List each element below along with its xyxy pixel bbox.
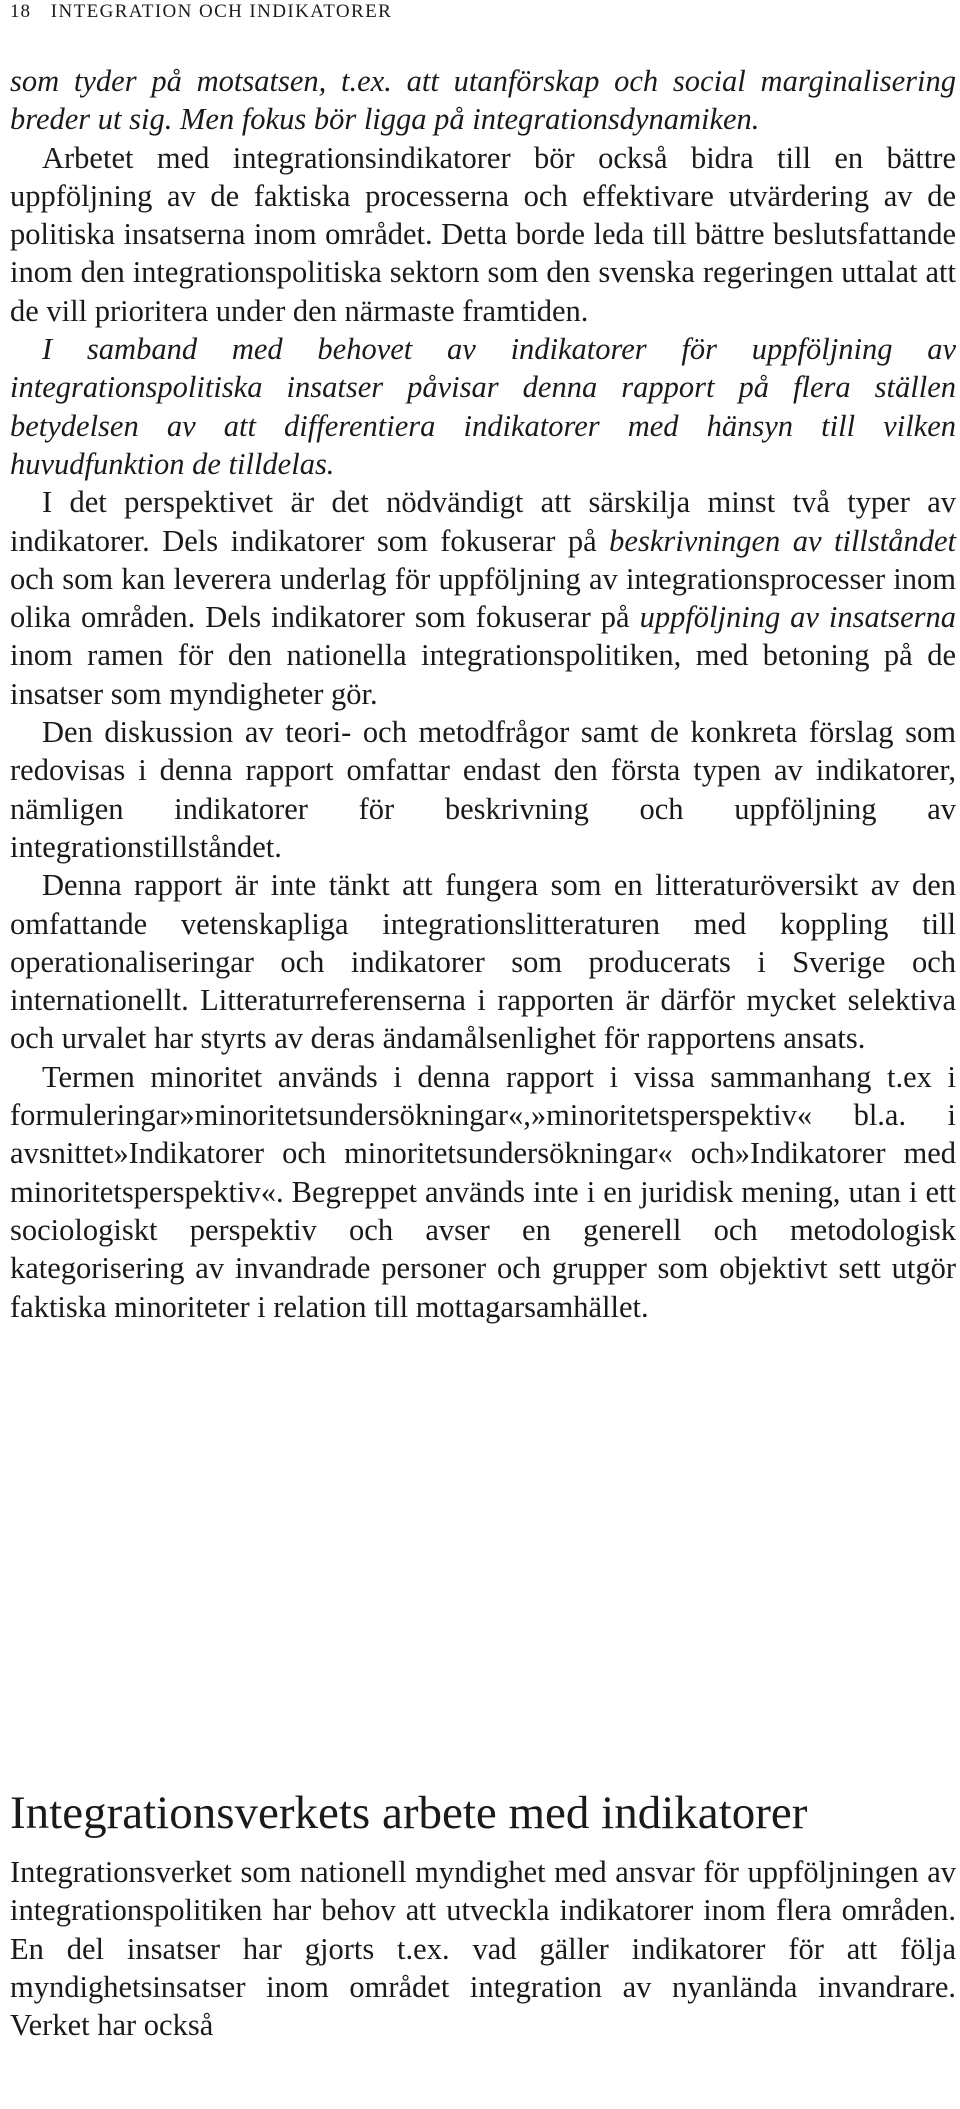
paragraph-5: Den diskussion av teori- och metodfrågor samt de konkreta förslag som redovisas i denna rapport omfattar endast den första typen av indikatorer, nämligen indikatorer för beskrivning och uppföljning av integrationstillståndet. [10, 715, 956, 864]
paragraph-1 [10, 62, 956, 139]
running-header [10, 0, 392, 24]
paragraph-4-emphasis-2: uppföljning av insatserna [639, 600, 957, 635]
paragraph-3 [10, 330, 956, 483]
paragraph-4 [10, 483, 956, 713]
page-number: 18 [10, 1, 31, 22]
paragraph-2: Arbetet med integrationsindikatorer bör också bidra till en bättre uppföljning av de faktiska processerna och effektivare utvärdering av de politiska insatserna inom området. Detta borde leda till bättre beslutsfattande inom den integrationspolitiska sektorn som den svenska regeringen uttalat att de vill prioritera under den närmaste framtiden. [10, 140, 956, 328]
paragraph-4-part-2: och som kan leverera underlag för uppföljning av integrationsprocesser inom olika områden. Dels indikatorer som fokuserar på [10, 561, 956, 635]
paragraph-7: Termen minoritet används i denna rapport i vissa sammanhang t.ex i formuleringar»minoritetsundersökningar«,»minoritetsperspektiv« bl.a. i avsnittet»Indikatorer och minoritetsundersökningar« och»Indikatorer med minoritetsperspektiv«. Begreppet används inte i en juridisk mening, utan i ett sociologiskt perspektiv och avser en generell och metodologisk kategorisering av invandrade personer och grupper som objektivt sett utgör faktiska minoriteter i relation till mottagarsamhället. [10, 1059, 956, 1324]
section-heading: Integrationsverkets arbete med indikatorer [10, 1787, 808, 1839]
body-text [10, 62, 956, 1326]
paragraph-3-text: I samband med behovet av indikatorer för uppföljning av integrationspolitiska insatser påvisar denna rapport på flera ställen betydelsen av att differentiera indikatorer med hänsyn till vilken huvudfunktion de tilldelas. [10, 332, 956, 481]
paragraph-4-part-1: I det perspektivet är det nödvändigt att särskilja minst två typer av indikatorer. Dels indikatorer som fokuserar på [10, 485, 956, 558]
section-paragraph-1: Integrationsverket som nationell myndighet med ansvar för uppföljningen av integrationspolitiken har behov att utveckla indikatorer inom flera områden. En del insatser har gjorts t.ex. vad gäller indikatorer för att följa myndighetsinsatser inom området integration av nyanlända invandrare. Verket har också [10, 1855, 956, 2043]
section-body-text [10, 1853, 956, 2044]
paragraph-6: Denna rapport är inte tänkt att fungera som en litteraturöversikt av den omfattande vetenskapliga integrationslitteraturen med koppling till operationaliseringar och indikatorer som producerats i Sverige och internationellt. Litteraturreferenserna i rapporten är därför mycket selektiva och urvalet har styrts av deras ändamålsenlighet för rapportens ansats. [10, 868, 956, 1056]
paragraph-1-text: som tyder på motsatsen, t.ex. att utanförskap och social marginalisering breder ut sig. Men fokus bör ligga på integrationsdynamiken. [10, 64, 956, 137]
paragraph-4-part-3: inom ramen för den nationella integrationspolitiken, med betoning på de insatser som myndigheter gör. [10, 638, 956, 711]
paragraph-4-emphasis-1: beskrivningen av tillståndet [609, 523, 957, 558]
running-title: INTEGRATION OCH INDIKATORER [50, 1, 393, 22]
